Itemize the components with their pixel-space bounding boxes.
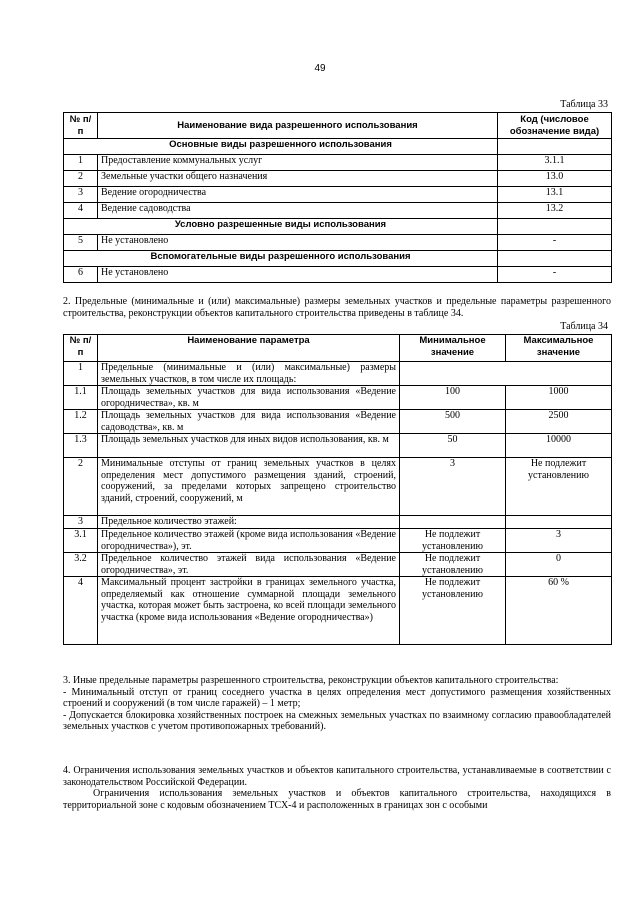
paragraph-2: 2. Предельные (минимальные и (или) максимальные) размеры земельных участков и предельные параметры разрешенного строительства, реконструкции объектов капитального строительства приведены в таблице 34.: [63, 296, 611, 319]
header-name: Наименование параметра: [98, 335, 400, 362]
row-max: 3: [506, 529, 612, 553]
row-num: 5: [64, 235, 98, 251]
row-name: Площадь земельных участков для иных видов использования, кв. м: [98, 434, 400, 458]
row-name: Не установлено: [98, 267, 498, 283]
table-row: [64, 171, 612, 187]
table-row: [64, 155, 612, 171]
row-code: -: [498, 235, 612, 251]
para3-line2: - Минимальный отступ от границ соседнего участка в целях определения мест допустимого размещения хозяйственных строений и сооружений (в том числе гаражей) – 1 метр;: [63, 686, 611, 710]
header-code: Код (числовое обозначение вида): [498, 113, 612, 139]
row-name: Предельное количество этажей:: [98, 516, 400, 529]
table-row: [64, 362, 612, 386]
row-min: Не подлежит установлению: [400, 553, 506, 577]
row-code: 3.1.1: [498, 155, 612, 171]
row-min: [400, 516, 506, 529]
row-num: 3.1: [64, 529, 98, 553]
table-33: [63, 112, 612, 283]
section-main: Основные виды разрешенного использования: [64, 139, 498, 155]
row-num: 3: [64, 187, 98, 203]
row-num: 3.2: [64, 553, 98, 577]
table-row: [64, 458, 612, 516]
row-max: 2500: [506, 410, 612, 434]
table-row: [64, 187, 612, 203]
table-row: [64, 577, 612, 645]
row-num: 1: [64, 362, 98, 386]
row-name: Земельные участки общего назначения: [98, 171, 498, 187]
header-num: № п/п: [64, 113, 98, 139]
row-name: Минимальные отступы от границ земельных участков в целях определения мест допустимого размещения зданий, строений, сооружений, за пределами которых запрещено строительство зданий, строений, сооружений, м: [98, 458, 400, 516]
header-name: Наименование вида разрешенного использования: [98, 113, 498, 139]
row-min: Не подлежит установлению: [400, 577, 506, 645]
table-row: [64, 434, 612, 458]
row-num: 2: [64, 171, 98, 187]
row-code: -: [498, 267, 612, 283]
row-name: Ведение огородничества: [98, 187, 498, 203]
table-34: [63, 334, 612, 645]
table-row: [64, 267, 612, 283]
para3-line3: - Допускается блокировка хозяйственных построек на смежных земельных участках по взаимному согласию правообладателей земельных участков с учетом противопожарных требований).: [63, 709, 611, 733]
row-min: [400, 362, 612, 386]
row-min: 50: [400, 434, 506, 458]
row-num: 1.2: [64, 410, 98, 434]
row-name: Площадь земельных участков для вида использования «Ведение садоводства», кв. м: [98, 410, 400, 434]
header-min: Минимальное значение: [400, 335, 506, 362]
header-max: Максимальное значение: [506, 335, 612, 362]
row-code: 13.2: [498, 203, 612, 219]
row-min: 100: [400, 386, 506, 410]
row-num: 4: [64, 577, 98, 645]
section-auxiliary: Вспомогательные виды разрешенного использования: [64, 251, 498, 267]
row-num: 4: [64, 203, 98, 219]
row-min: 500: [400, 410, 506, 434]
row-num: 1: [64, 155, 98, 171]
table-row: [64, 203, 612, 219]
row-num: 2: [64, 458, 98, 516]
row-max: 60 %: [506, 577, 612, 645]
row-name: Предельные (минимальные и (или) максимальные) размеры земельных участков, в том числе их площадь:: [98, 362, 400, 386]
table33-caption: Таблица 33: [560, 99, 608, 110]
header-num: № п/п: [64, 335, 98, 362]
para4-line1: 4. Ограничения использования земельных участков и объектов капитального строительства, устанавливаемые в соответствии с законодательством Российской Федерации.: [63, 765, 611, 788]
row-max: 0: [506, 553, 612, 577]
table-row: [64, 235, 612, 251]
para3-line1: 3. Иные предельные параметры разрешенного строительства, реконструкции объектов капитального строительства:: [63, 675, 559, 686]
row-min: 3: [400, 458, 506, 516]
para4-line2: Ограничения использования земельных участков и объектов капитального строительства, находящихся в территориальной зоне с кодовым обозначением ТСХ-4 и расположенных в границах зон с особыми: [63, 788, 611, 811]
page-number: 49: [314, 63, 326, 74]
table-row: [64, 386, 612, 410]
row-num: 1.1: [64, 386, 98, 410]
row-max: 1000: [506, 386, 612, 410]
table-row: [64, 529, 612, 553]
paragraph-4: [63, 765, 611, 811]
row-num: 1.3: [64, 434, 98, 458]
row-name: Максимальный процент застройки в границах земельного участка, определяемый как отношение суммарной площади земельного участка, которая может быть застроена, ко всей площади земельного участка (кроме вида использования «Ведение огородничества»): [98, 577, 400, 645]
row-name: Предоставление коммунальных услуг: [98, 155, 498, 171]
paragraph-3: [63, 675, 611, 733]
row-min: Не подлежит установлению: [400, 529, 506, 553]
table34-caption: Таблица 34: [560, 321, 608, 332]
table-row: [64, 516, 612, 529]
table-row: [64, 553, 612, 577]
row-max: [506, 516, 612, 529]
row-name: Предельное количество этажей вида использования «Ведение огородничества», эт.: [98, 553, 400, 577]
row-num: 6: [64, 267, 98, 283]
row-code: 13.0: [498, 171, 612, 187]
row-name: Ведение садоводства: [98, 203, 498, 219]
section-conditional: Условно разрешенные виды использования: [64, 219, 498, 235]
row-code: 13.1: [498, 187, 612, 203]
row-name: Площадь земельных участков для вида использования «Ведение огородничества», кв. м: [98, 386, 400, 410]
row-name: Не установлено: [98, 235, 498, 251]
row-num: 3: [64, 516, 98, 529]
row-max: 10000: [506, 434, 612, 458]
row-max: Не подлежит установлению: [506, 458, 612, 516]
row-name: Предельное количество этажей (кроме вида использования «Ведение огородничества»), эт.: [98, 529, 400, 553]
table-row: [64, 410, 612, 434]
